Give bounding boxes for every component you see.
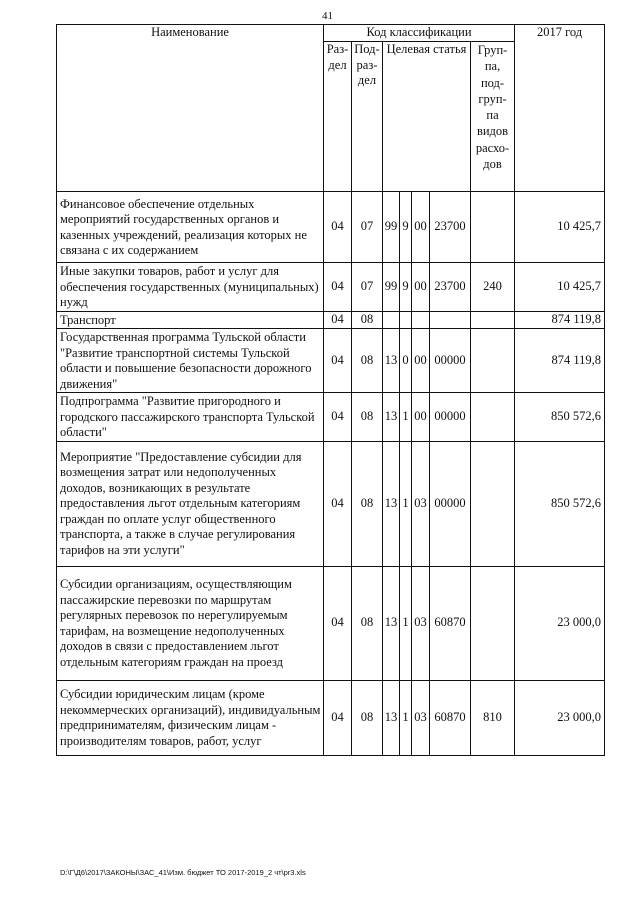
cell-amount: 874 119,8 [515,311,605,329]
header-group: Груп- па, под- груп- па видов расхо- дов [471,42,515,192]
header-podrazdel: Под- раз- дел [352,42,383,192]
budget-table [56,24,605,756]
table-row [57,311,605,329]
cell-vr [471,192,515,263]
page-number: 41 [322,10,333,22]
cell-t2: 0 [400,329,412,393]
header-target: Целевая статья [383,42,471,192]
cell-amount: 23 000,0 [515,680,605,755]
cell-t3: 00 [412,192,430,263]
table-row [57,329,605,393]
header-code-group: Код классификации [324,25,515,42]
table-row [57,566,605,680]
cell-t4: 00000 [430,393,471,442]
cell-rz: 04 [324,329,352,393]
cell-name: Государственная программа Тульской области "Развитие транспортной системы Тульской области и повышение безопасности дорожного движения" [57,329,324,393]
cell-t1: 13 [383,680,400,755]
table-row [57,441,605,566]
cell-name: Субсидии организациям, осуществляющим пассажирские перевозки по маршрутам регулярных перевозок по нерегулируемым тарифам, на возмещение недополученных доходов в связи с предоставлением льгот отдельным категориям граждан на проезд [57,566,324,680]
cell-t4: 60870 [430,566,471,680]
cell-pr: 08 [352,329,383,393]
cell-name: Транспорт [57,311,324,329]
cell-amount: 850 572,6 [515,393,605,442]
cell-amount: 10 425,7 [515,192,605,263]
table-row [57,680,605,755]
cell-t3: 00 [412,263,430,312]
cell-t2: 1 [400,680,412,755]
cell-t2: 9 [400,263,412,312]
cell-vr [471,329,515,393]
table-row [57,263,605,312]
header-name: Наименование [57,25,324,192]
cell-t2: 9 [400,192,412,263]
cell-rz: 04 [324,311,352,329]
cell-amount: 10 425,7 [515,263,605,312]
cell-t1: 99 [383,263,400,312]
cell-amount: 874 119,8 [515,329,605,393]
header-row-1 [57,25,605,42]
cell-t1: 13 [383,329,400,393]
cell-amount: 23 000,0 [515,566,605,680]
cell-t3: 03 [412,566,430,680]
cell-t2: 1 [400,393,412,442]
cell-pr: 08 [352,680,383,755]
cell-vr [471,311,515,329]
cell-t2 [400,311,412,329]
cell-vr: 240 [471,263,515,312]
cell-rz: 04 [324,393,352,442]
cell-t2: 1 [400,441,412,566]
cell-vr [471,566,515,680]
cell-name: Субсидии юридическим лицам (кроме некоммерческих организаций), индивидуальным предпринимателям, физическим лицам - производителям товаров, работ, услуг [57,680,324,755]
cell-name: Мероприятие "Предоставление субсидии для возмещения затрат или недополученных доходов, возникающих в результате предоставления льгот отдельным категориям граждан по оплате услуг общественного транспорта, а также в случае регулирования тарифов на эти услуги" [57,441,324,566]
cell-rz: 04 [324,441,352,566]
cell-t1: 13 [383,441,400,566]
cell-t4 [430,311,471,329]
cell-pr: 08 [352,393,383,442]
table-row [57,393,605,442]
cell-name: Иные закупки товаров, работ и услуг для обеспечения государственных (муниципальных) нужд [57,263,324,312]
cell-pr: 08 [352,566,383,680]
cell-t3: 03 [412,680,430,755]
cell-t4: 00000 [430,329,471,393]
cell-t1 [383,311,400,329]
cell-t1: 13 [383,566,400,680]
cell-rz: 04 [324,566,352,680]
cell-pr: 07 [352,263,383,312]
cell-pr: 08 [352,441,383,566]
cell-t3 [412,311,430,329]
cell-t2: 1 [400,566,412,680]
cell-t4: 23700 [430,263,471,312]
cell-t4: 23700 [430,192,471,263]
table-row [57,192,605,263]
cell-rz: 04 [324,192,352,263]
header-year: 2017 год [515,25,605,192]
cell-t1: 13 [383,393,400,442]
cell-t4: 60870 [430,680,471,755]
cell-rz: 04 [324,680,352,755]
cell-name: Финансовое обеспечение отдельных мероприятий государственных органов и казенных учреждений, реализация которых не связана с их содержанием [57,192,324,263]
cell-vr [471,393,515,442]
cell-amount: 850 572,6 [515,441,605,566]
cell-vr [471,441,515,566]
cell-t1: 99 [383,192,400,263]
cell-pr: 08 [352,311,383,329]
cell-t4: 00000 [430,441,471,566]
cell-rz: 04 [324,263,352,312]
cell-name: Подпрограмма "Развитие пригородного и городского пассажирского транспорта Тульской области" [57,393,324,442]
cell-pr: 07 [352,192,383,263]
cell-t3: 00 [412,393,430,442]
file-path-footer: D:\Г\Д6\2017\ЗАКОНЫ\ЗАС_41\Изм. бюджет ТО 2017-2019_2 чт\pr3.xls [60,868,306,877]
cell-t3: 00 [412,329,430,393]
cell-vr: 810 [471,680,515,755]
header-razdel: Раз- дел [324,42,352,192]
cell-t3: 03 [412,441,430,566]
